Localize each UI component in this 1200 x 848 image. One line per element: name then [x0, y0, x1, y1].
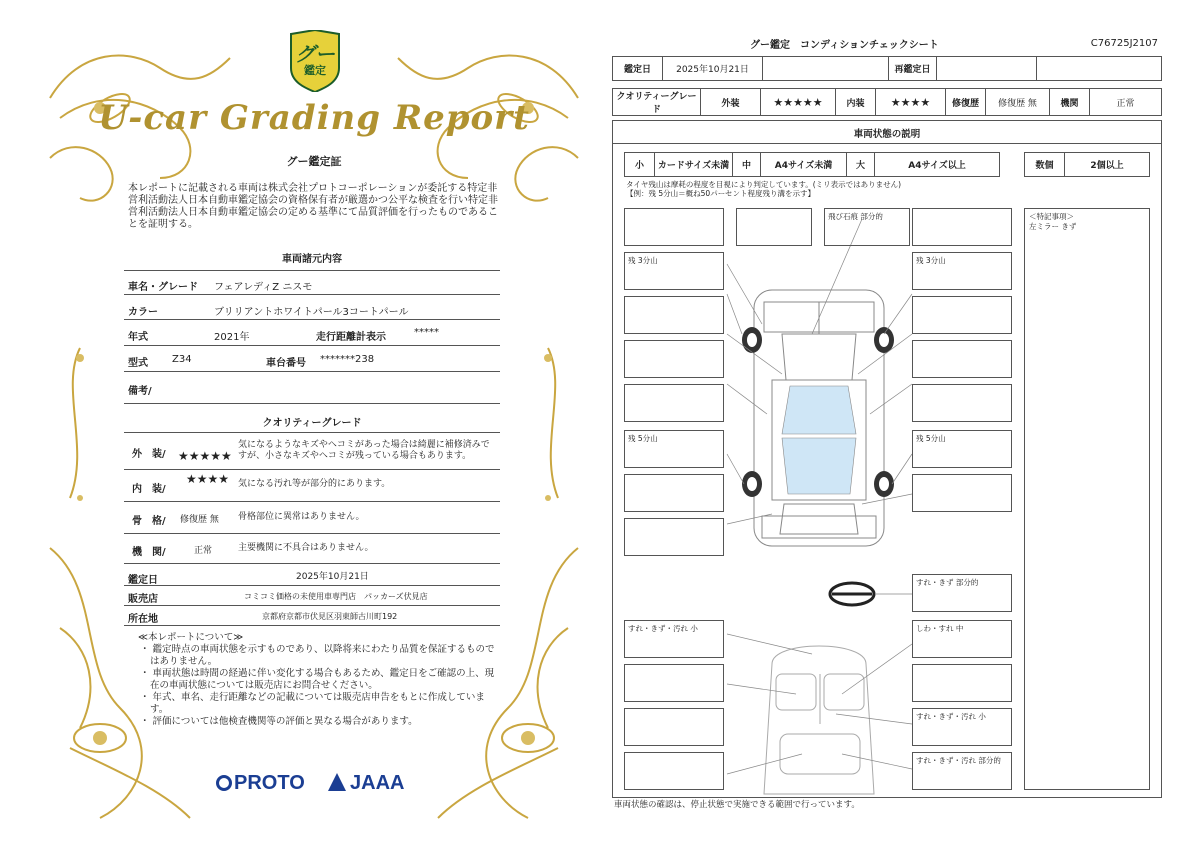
shop-value: コミコミ価格の未使用車専門店 パッカーズ伏見店 [244, 592, 428, 601]
year-value: 2021年 [214, 332, 250, 343]
condition-box [912, 208, 1012, 246]
legend-medium: 中 [733, 153, 761, 177]
grading-certificate [40, 28, 588, 828]
reappraisal-date-label: 再鑑定日 [889, 57, 937, 81]
condition-box-tire-front-right: 残 3分山 [912, 252, 1012, 290]
goo-grade-badge [287, 30, 343, 92]
condition-box [624, 208, 724, 246]
condition-check-sheet [612, 34, 1164, 814]
engine-label: 機関 [1050, 89, 1090, 116]
condition-box-steering: すれ・きず 部分的 [912, 574, 1012, 612]
condition-box-interior: すれ・きず・汚れ 部分的 [912, 752, 1012, 790]
special-notes-title: ＜特記事項＞ [1029, 212, 1074, 221]
legend-large-desc: A4サイズ以上 [875, 153, 1000, 177]
repair-history-value: 修復歴 無 [986, 89, 1050, 116]
footer-logos [216, 772, 416, 800]
condition-box [624, 664, 724, 702]
badge-logo-text: グー [295, 42, 335, 66]
special-notes-body: 左ミラー きず [1029, 222, 1077, 231]
sheet-title: グー鑑定 コンディションチェックシート [750, 40, 939, 51]
frame-value: 修復歴 無 [180, 515, 219, 525]
legend-medium-desc: A4サイズ未満 [761, 153, 847, 177]
condition-box-interior: すれ・きず・汚れ 小 [624, 620, 724, 658]
badge-sub-text: 鑑定 [304, 64, 326, 77]
remarks-label: 備考/ [128, 386, 152, 397]
exterior-description: 気になるようなキズやヘコミがあった場合は綺麗に補修済みですが、小さなキズやヘコミが残っている場合もあります。 [238, 440, 490, 461]
condition-box [912, 296, 1012, 334]
condition-box [624, 474, 724, 512]
condition-box [912, 664, 1012, 702]
legend-small-desc: カードサイズ未満 [655, 153, 733, 177]
specs-section-title: 車両諸元内容 [282, 254, 342, 265]
name-value: フェアレディZ ニスモ [214, 282, 313, 293]
date-label: 鑑定日 [128, 575, 158, 586]
appraisal-date-label: 鑑定日 [613, 57, 663, 81]
condition-box [624, 296, 724, 334]
special-notes-box [1024, 208, 1150, 790]
sheet-footer-note: 車両状態の確認は、停止状態で実施できる範囲で行っています。 [614, 800, 860, 810]
quality-grade-label: クオリティーグレード [613, 89, 701, 116]
color-label: カラー [128, 307, 158, 318]
color-value: ブリリアントホワイトパール3コートパール [214, 307, 409, 318]
tire-note-1: タイヤ残山は摩耗の程度を目視により判定しています。(ミリ表示ではありません) [626, 180, 902, 189]
address-value: 京都府京都市伏見区羽東師古川町192 [262, 612, 398, 621]
notes-title: ≪本レポートについて≫ [138, 632, 244, 643]
count-label: 数個 [1025, 153, 1065, 177]
quality-row-engine [124, 534, 500, 564]
proto-logo: PROTO [216, 772, 305, 795]
report-notes [138, 632, 498, 728]
info-row-date [124, 564, 500, 586]
chassis-value: *******238 [320, 354, 375, 365]
section-title: 車両状態の説明 [853, 129, 921, 140]
condition-box [736, 208, 812, 246]
condition-box-windshield: 飛び石痕 部分的 [824, 208, 910, 246]
quality-row-exterior [124, 432, 500, 470]
quality-section-title: クオリティーグレード [262, 418, 362, 429]
exterior-stars: ★★★★★ [178, 449, 232, 463]
exterior-label: 外 装/ [132, 449, 166, 460]
interior-stars: ★★★★ [186, 472, 230, 486]
info-row-shop [124, 586, 500, 606]
frame-label: 骨 格/ [132, 516, 166, 527]
report-script-title: U-car Grading Report [98, 98, 530, 138]
engine-value: 正常 [194, 546, 213, 556]
condition-box-tire-rear-left: 残 5分山 [624, 430, 724, 468]
spec-row-year [124, 320, 500, 346]
repair-history-label: 修復歴 [946, 89, 986, 116]
interior-stars: ★★★★ [876, 89, 946, 116]
certificate-heading: グー鑑定証 [286, 155, 342, 168]
exterior-stars: ★★★★★ [761, 89, 836, 116]
proto-mark-icon [216, 775, 232, 791]
info-row-address [124, 606, 500, 626]
interior-label: 内 装/ [132, 484, 166, 495]
condition-box [624, 752, 724, 790]
frame-description: 骨格部位に異常はありません。 [238, 512, 365, 522]
engine-value: 正常 [1090, 89, 1162, 116]
condition-box-tire-front-left: 残 3分山 [624, 252, 724, 290]
note-item: ・ 評価については他検査機関等の評価と異なる場合があります。 [140, 716, 418, 727]
tire-note-2: 【例：残 5分山＝概ね50パーセント程度残り溝を示す】 [626, 189, 816, 198]
interior-description: 気になる汚れ等が部分的にあります。 [238, 479, 391, 489]
model-value: Z34 [172, 354, 192, 365]
year-label: 年式 [128, 332, 148, 343]
condition-box [912, 384, 1012, 422]
note-item: ・ 鑑定時点の車両状態を示すものであり、以降将来にわたり品質を保証するものではありません。 [140, 644, 495, 667]
model-label: 型式 [128, 358, 148, 369]
mileage-value: ***** [414, 327, 439, 338]
engine-label: 機 関/ [132, 547, 166, 558]
condition-box-tire-rear-right: 残 5分山 [912, 430, 1012, 468]
condition-box [624, 518, 724, 556]
condition-box [624, 708, 724, 746]
note-item: ・ 年式、車名、走行距離などの記載については販売店申告をもとに作成しています。 [140, 692, 485, 715]
quality-row-interior [124, 470, 500, 502]
sheet-id: C76725J2107 [1090, 38, 1158, 49]
condition-box-interior: しわ・すれ 中 [912, 620, 1012, 658]
date-value: 2025年10月21日 [296, 572, 369, 582]
legend-small: 小 [625, 153, 655, 177]
exterior-label: 外装 [701, 89, 761, 116]
count-desc: 2個以上 [1065, 153, 1150, 177]
condition-box [912, 340, 1012, 378]
spec-row-remarks [124, 372, 500, 404]
shop-label: 販売店 [128, 594, 158, 605]
spec-row-name [124, 270, 500, 295]
condition-box-interior: すれ・きず・汚れ 小 [912, 708, 1012, 746]
address-label: 所在地 [128, 614, 158, 625]
condition-box [624, 340, 724, 378]
spec-row-color [124, 295, 500, 320]
mileage-label: 走行距離計表示 [316, 332, 386, 343]
condition-box [624, 384, 724, 422]
note-item: ・ 車両状態は時間の経過に伴い変化する場合もあるため、鑑定日をご確認の上、現在の車両状態については販売店にお問合せください。 [140, 668, 495, 691]
appraisal-date-value: 2025年10月21日 [663, 57, 763, 81]
jaaa-logo: JAAA [328, 772, 404, 795]
chassis-label: 車台番号 [266, 358, 306, 369]
quality-row-frame [124, 502, 500, 534]
interior-label: 内装 [836, 89, 876, 116]
name-label: 車名・グレード [128, 282, 198, 293]
spec-row-model [124, 346, 500, 372]
condition-box [912, 474, 1012, 512]
engine-description: 主要機関に不具合はありません。 [238, 543, 374, 553]
certificate-statement: 本レポートに記載される車両は株式会社プロトコーポレーションが委託する特定非営利活動法人日本自動車鑑定協会の資格保有者が厳選かつ公平な検査を行い特定非営利活動法人日本自動車鑑定協会の定める基準にて品質評価を行ったものであることを証明する。 [128, 183, 498, 230]
jaaa-mark-icon [328, 773, 346, 791]
legend-large: 大 [847, 153, 875, 177]
